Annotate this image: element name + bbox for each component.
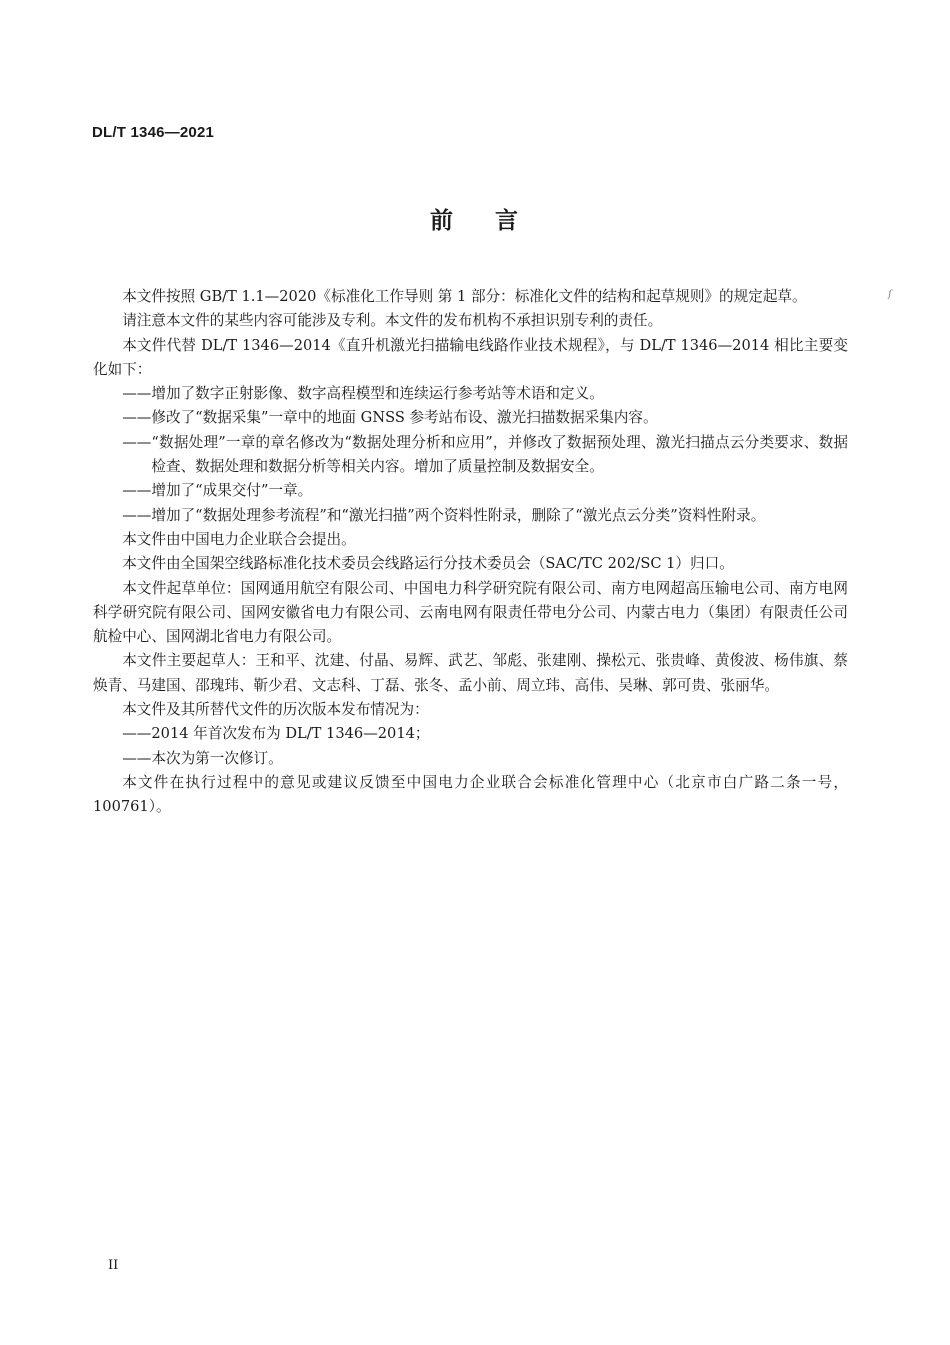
change-item: ——增加了“数据处理参考流程”和“激光扫描”两个资料性附录，删除了“激光点云分类”资料性附录。 [122,506,766,524]
scan-mark: ſ [888,289,892,300]
paragraph-centralized-by: 本文件由全国架空线路标准化技术委员会线路运行分技术委员会（SAC/TC 202/SC 1）归口。 [122,555,734,573]
history-item: ——2014 年首次发布为 DL/T 1346—2014； [122,725,430,743]
change-item: ——修改了“数据采集”一章中的地面 GNSS 参考站布设、激光扫描数据采集内容。 [122,409,658,427]
change-item: ——“数据处理”一章的章名修改为“数据处理分析和应用”，并修改了数据预处理、激光扫描点云分类要求、数据检查、数据处理和数据分析等相关内容。增加了质量控制及数据安全。 [122,433,848,476]
paragraph-drafting-units: 本文件起草单位：国网通用航空有限公司、中国电力科学研究院有限公司、南方电网超高压输电公司、南方电网科学研究院有限公司、国网安徽省电力有限公司、云南电网有限责任带电分公司、内蒙古电力（集团）有限责任公司航检中心、国网湖北省电力有限公司。 [93,579,848,646]
paragraph-history-intro: 本文件及其所替代文件的历次版本发布情况为： [122,701,429,719]
paragraph-drafting-rules: 本文件按照 GB/T 1.1—2020《标准化工作导则 第 1 部分：标准化文件的结构和起草规则》的规定起草。 [122,288,807,305]
paragraph-replacement: 本文件代替 DL/T 1346—2014《直升机激光扫描输电线路作业技术规程》，与 DL/T 1346—2014 相比主要变化如下： [93,336,848,378]
document-code: DL/T 1346—2021 [92,124,215,141]
paragraph-drafters: 本文件主要起草人：王和平、沈建、付晶、易辉、武艺、邹彪、张建刚、操松元、张贵峰、黄俊波、杨伟旗、蔡焕青、马建国、邵瑰玮、靳少君、文志科、丁磊、张冬、孟小前、周立玮、高伟、吴琳、郭可贵、张丽华。 [93,652,848,694]
foreword-body [93,285,848,820]
paragraph-feedback: 本文件在执行过程中的意见或建议反馈至中国电力企业联合会标准化管理中心（北京市白广路二条一号，100761）。 [93,773,848,816]
page-title: 前 言 [429,208,520,234]
paragraph-proposer: 本文件由中国电力企业联合会提出。 [122,530,356,548]
change-item: ——增加了“成果交付”一章。 [122,482,313,500]
change-item: ——增加了数字正射影像、数字高程模型和连续运行参考站等术语和定义。 [122,385,604,403]
paragraph-patent-notice: 请注意本文件的某些内容可能涉及专利。本文件的发布机构不承担识别专利的责任。 [122,312,663,330]
history-item: ——本次为第一次修订。 [122,749,283,767]
page-number: II [108,1258,119,1273]
